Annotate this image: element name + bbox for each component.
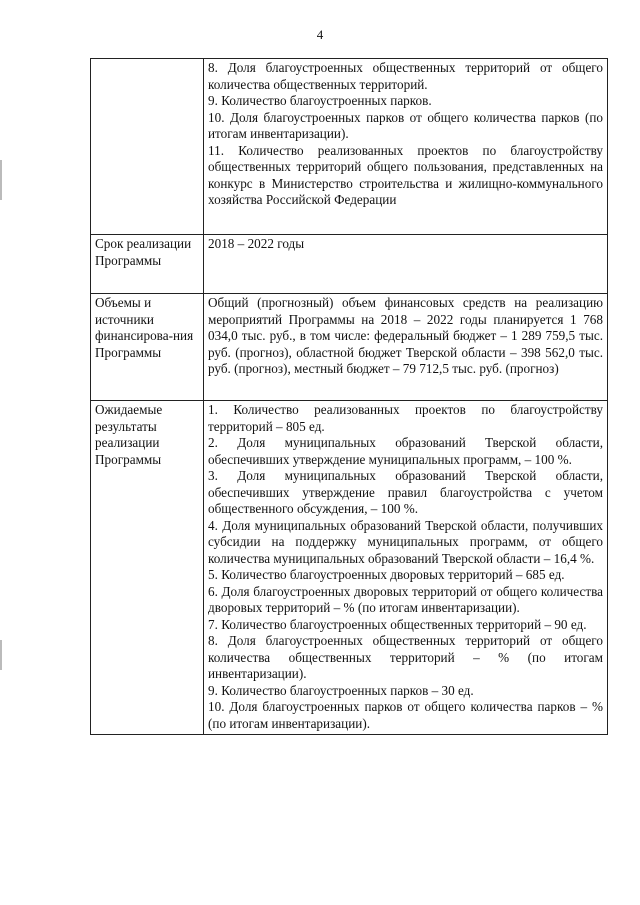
list-item: 10. Доля благоустроенных парков от общего количества парков (по итогам инвентаризации).: [208, 109, 603, 141]
table-row: [91, 294, 608, 401]
table-row: [91, 59, 608, 235]
row-label: [91, 59, 204, 235]
list-item: 11. Количество реализованных проектов по благоустройству общественных территорий общего пользования, представленных на конкурс в Министерство строительства и жилищно-коммунального хозяйства Российской Федерации: [208, 142, 603, 207]
row-content: [204, 294, 608, 401]
program-passport-table: [90, 58, 608, 735]
list-item: 9. Количество благоустроенных парков.: [208, 93, 432, 108]
row-label: Срок реализации Программы: [91, 235, 204, 294]
row-content: [204, 401, 608, 735]
list-item: 3. Доля муниципальных образований Тверской области, обеспечивших утверждение правил благоустройства с учетом общественного обсуждения, – 100 %.: [208, 468, 603, 516]
list-item: 7. Количество благоустроенных общественных территорий – 90 ед.: [208, 616, 587, 632]
list-item: 8. Доля благоустроенных общественных территорий от общего количества общественных территорий.: [208, 60, 603, 92]
row-label: Ожидаемые результаты реализации Программы: [91, 401, 204, 735]
scan-edge-mark: [0, 160, 2, 200]
row-content: [204, 59, 608, 235]
list-item: 8. Доля благоустроенных общественных территорий от общего количества общественных территорий – % (по итогам инвентаризации).: [208, 633, 603, 681]
list-item: 10. Доля благоустроенных парков от общего количества парков – % (по итогам инвентаризации).: [208, 699, 603, 731]
list-item: 5. Количество благоустроенных дворовых территорий – 685 ед.: [208, 567, 565, 582]
table-row: [91, 401, 608, 735]
list-item: 4. Доля муниципальных образований Тверской области, получивших субсидии на поддержку муниципальных программ, от общего количества муниципальных образований Тверской области – 16,4 %.: [208, 517, 603, 566]
list-item: 9. Количество благоустроенных парков – 30 ед.: [208, 682, 474, 698]
page-number: 4: [316, 27, 324, 42]
list-item: 2. Доля муниципальных образований Тверской области, обеспечивших утверждение муниципальных программ, – 100 %.: [208, 435, 603, 467]
list-item: 1. Количество реализованных проектов по благоустройству территорий – 805 ед.: [208, 402, 603, 434]
row-content: [204, 235, 608, 294]
list-item: 2018 – 2022 годы: [208, 236, 305, 251]
scan-edge-mark: [0, 640, 2, 670]
table-row: [91, 235, 608, 294]
list-item: Общий (прогнозный) объем финансовых средств на реализацию мероприятий Программы на 2018 – 2022 годы планируется 1 768 034,0 тыс. руб., в том числе: федеральный бюджет – 1 289 759,5 тыс. руб. (прогноз), областной бюджет Тверской области – 398 562,0 тыс. руб. (прогноз), местный бюджет – 79 712,5 тыс. руб. (прогноз): [208, 295, 603, 376]
list-item: 6. Доля благоустроенных дворовых территорий от общего количества дворовых территорий – % (по итогам инвентаризации).: [208, 583, 603, 615]
row-label: Объемы и источники финансирова-ния Программы: [91, 294, 204, 401]
